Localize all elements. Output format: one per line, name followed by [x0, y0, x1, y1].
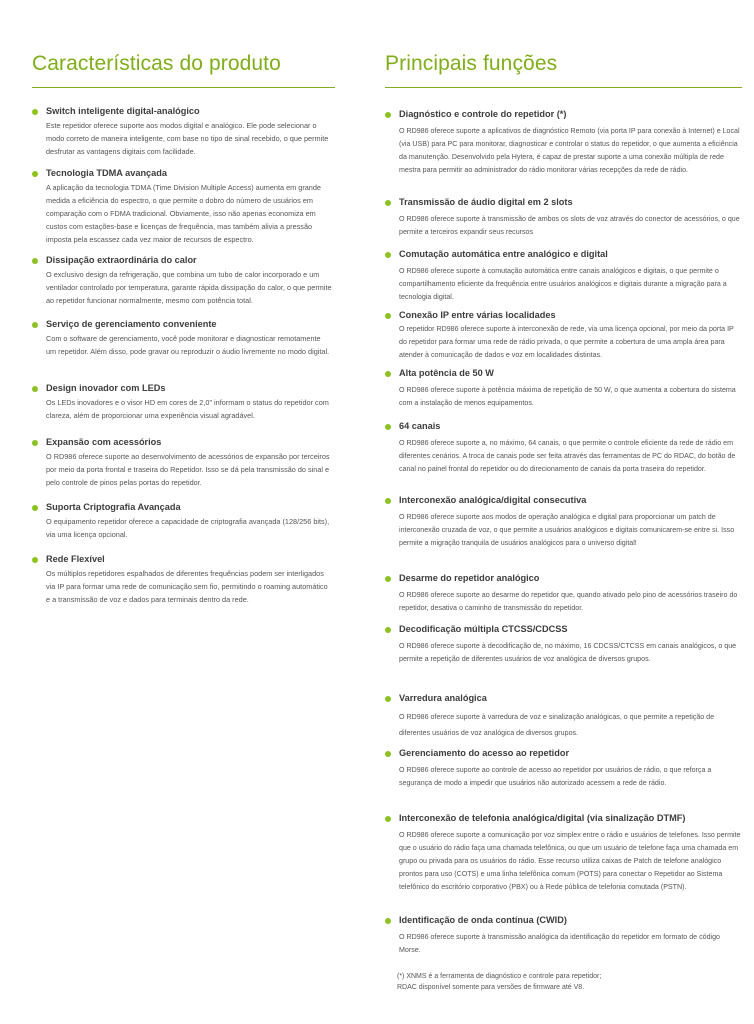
bullet-dot-icon — [385, 576, 391, 582]
function-text: O RD986 oferece suporte a, no máximo, 64 canais, o que permite o controle eficiente da rede de rádio em diferentes cenários. A troca de canais pode ser feita através das ferramentas de PC do RDAC, do botão de canal no painel frontal do repetidor ou do direcionamento de canais da porta traseira do repetidor. — [399, 439, 736, 473]
product-features-title: Características do produto — [32, 52, 281, 75]
feature-heading: Tecnologia TDMA avançada — [46, 168, 167, 178]
bullet-dot-icon — [385, 918, 391, 924]
bullet-dot-icon — [385, 371, 391, 377]
function-text: O RD986 oferece suporte à transmissão analógica da identificação do repetidor em formato de código Morse. — [399, 933, 720, 954]
bullet-dot-icon — [32, 258, 38, 264]
function-heading: Comutação automática entre analógico e digital — [399, 249, 608, 259]
feature-heading: Expansão com acessórios — [46, 437, 162, 447]
bullet-dot-icon — [32, 386, 38, 392]
feature-text: Este repetidor oferece suporte aos modos digital e analógico. Ele pode selecionar o modo correto de maneira inteligente, com base no tipo de sinal recebido, o que permite desfrutar as vantagens digitais com facilidade. — [46, 121, 329, 156]
feature-text: O RD986 oferece suporte ao desenvolvimento de acessórios de expansão por terceiros por meio da porta frontal e traseira do Repetidor. Isso se dá pela transmissão do sinal e pelo controle de pinos pelas portas do repetidor. — [46, 452, 330, 487]
bullet-dot-icon — [32, 322, 38, 328]
bullet-dot-icon — [385, 424, 391, 430]
feature-heading: Design inovador com LEDs — [46, 383, 166, 393]
function-text: O RD986 oferece suporte aos modos de operação analógica e digital para proporcionar um patch de interconexão cruzada de voz, o que permite a usuários analógicos e digitais comunicarem-se entre si. Isso permite a migração tranquila de usuários analógicos para o universo digital! — [399, 513, 735, 547]
feature-text: Com o software de gerenciamento, você pode monitorar e diagnosticar remotamente um repetidor. Além disso, pode gravar ou reproduzir o áudio livremente no modo digital. — [46, 334, 330, 356]
function-heading: 64 canais — [399, 421, 441, 431]
function-text: O RD986 oferece suporte à varredura de voz e sinalização analógicas, o que permite a repetição de diferentes usuários de voz analógica de diversos grupos. — [399, 713, 715, 737]
function-text: O RD986 oferece suporte a comunicação por voz simplex entre o rádio e usuários de telefones. Isso permite que o usuário do rádio faça uma chamada telefônica, ou que um usuário de telefone faça uma chamada em grupo ou privada para os usuários do rádio. Esse recurso utiliza caixas de Patch de telefone analógico prontos para uso (COTS) e uma linha telefônica comum (POTS) para conectar o Repetidor ao Sistema telefônico do escritório corporativo (PBX) ou à Rede pública de telefonia comutada (PSTN). — [399, 831, 741, 891]
function-text: O RD986 oferece suporte à transmissão de ambos os slots de voz através do conector de acessórios, o que permite a terceiros expandir seus recursos — [399, 215, 740, 236]
function-text: O RD986 oferece suporte a aplicativos de diagnóstico Remoto (via porta IP para conexão à Internet) e Local (via USB) para PC para monitorar, diagnosticar e controlar o status do repetidor, o que aumenta a eficiência da manutenção. Desenvolvido pela Hytera, é capaz de prestar suporte a uma conexão múltipla de rede mestra para permitir ao administrador do rádio monitorar várias recepções da rede de rádio. — [399, 127, 740, 174]
function-text: O RD986 oferece suporte à potência máxima de repetição de 50 W, o que aumenta a cobertura do sistema com a instalação de menos equipamentos. — [399, 386, 736, 407]
function-heading: Varredura analógica — [399, 693, 487, 703]
function-heading: Conexão IP entre várias localidades — [399, 310, 556, 320]
bullet-dot-icon — [32, 557, 38, 563]
bullet-dot-icon — [32, 109, 38, 115]
function-heading: Interconexão de telefonia analógica/digital (via sinalização DTMF) — [399, 813, 686, 823]
bullet-dot-icon — [385, 200, 391, 206]
function-text: O RD986 oferece suporte ao desarme do repetidor que, quando ativado pelo pino de acessórios traseiro do repetidor, desativa o caminho de transmissão do repetidor. — [399, 591, 738, 612]
bullet-dot-icon — [385, 313, 391, 319]
title-divider — [32, 87, 335, 88]
bullet-dot-icon — [385, 627, 391, 633]
function-heading: Interconexão analógica/digital consecutiva — [399, 495, 587, 505]
function-heading: Gerenciamento do acesso ao repetidor — [399, 748, 570, 758]
bullet-dot-icon — [385, 112, 391, 118]
function-heading: Desarme do repetidor analógico — [399, 573, 540, 583]
bullet-dot-icon — [385, 751, 391, 757]
feature-text: O equipamento repetidor oferece a capacidade de criptografia avançada (128/256 bits), via uma licença opcional. — [46, 517, 330, 539]
function-heading: Alta potência de 50 W — [399, 368, 494, 378]
footnote: (*) XNMS é a ferramenta de diagnóstico e controle para repetidor; RDAC disponível somente para versões de firmware até V8. — [397, 973, 602, 991]
feature-text: Os múltiplos repetidores espalhados de diferentes frequências podem ser interligados via IP para formar uma rede de comunicação sem fio, permitindo o roaming automático e a transmissão de voz e dados para terminais dentro da rede. — [46, 569, 328, 604]
bullet-dot-icon — [32, 505, 38, 511]
main-functions-title: Principais funções — [385, 52, 558, 75]
feature-heading: Switch inteligente digital-analógico — [46, 106, 200, 116]
feature-text: O exclusivo design da refrigeração, que combina um tubo de calor incorporado e um ventilador controlado por temperatura, garante rápida dissipação do calor, o que permite ao repetidor funcionar normalmente, mesmo com potência total. — [46, 270, 332, 305]
feature-heading: Dissipação extraordinária do calor — [46, 255, 197, 265]
bullet-dot-icon — [32, 171, 38, 177]
feature-heading: Rede Flexível — [46, 554, 105, 564]
feature-text: Os LEDs inovadores e o visor HD em cores de 2,0" informam o status do repetidor com clareza, além de proporcionar uma experiência visual agradável. — [46, 398, 329, 420]
bullet-dot-icon — [32, 440, 38, 446]
feature-heading: Suporta Criptografia Avançada — [46, 502, 181, 512]
function-text: O RD986 oferece suporte à comutação automática entre canais analógicos e digitais, o que permite o compartilhamento eficiente da frequência entre usuários analógicos e digitais durante a migração para a tecnologia digital. — [399, 267, 727, 301]
function-heading: Identificação de onda contínua (CWID) — [399, 915, 567, 925]
function-heading: Decodificação múltipla CTCSS/CDCSS — [399, 624, 568, 634]
function-text: O RD986 oferece suporte ao controle de acesso ao repetidor por usuários de rádio, o que reforça a segurança de modo a impedir que usuários não autorizado acessem a rede de rádio. — [399, 766, 712, 787]
bullet-dot-icon — [385, 816, 391, 822]
feature-heading: Serviço de gerenciamento conveniente — [46, 319, 217, 329]
function-heading: Transmissão de áudio digital em 2 slots — [399, 197, 573, 207]
bullet-dot-icon — [385, 252, 391, 258]
bullet-dot-icon — [385, 696, 391, 702]
function-text: O RD986 oferece suporte à decodificação de, no máximo, 16 CDCSS/CTCSS em canais analógicos, o que permite a repetição de diferentes usuários de voz analógica de diversos grupos. — [399, 642, 737, 663]
title-divider — [385, 87, 742, 88]
function-heading: Diagnóstico e controle do repetidor (*) — [399, 109, 567, 119]
bullet-dot-icon — [385, 498, 391, 504]
function-text: O repetidor RD986 oferece suporte à interconexão de rede, via uma licença opcional, por meio da porta IP do repetidor para formar uma rede de rádio privada, o que permite a cobertura de uma ampla área para atender à comunicação de dados e voz em localidades distintas. — [399, 325, 734, 359]
feature-text: A aplicação da tecnologia TDMA (Time Division Multiple Access) aumenta em grande medida a eficiência do espectro, o que permite o dobro do número de usuários em comparação com o FDMA tradicional. Obviamente, isso não apenas economiza em custos com estações-base e licenças de frequência, mas também alivia a pressão imposta pela escassez cada vez maior de recursos de espectro. — [46, 183, 321, 244]
